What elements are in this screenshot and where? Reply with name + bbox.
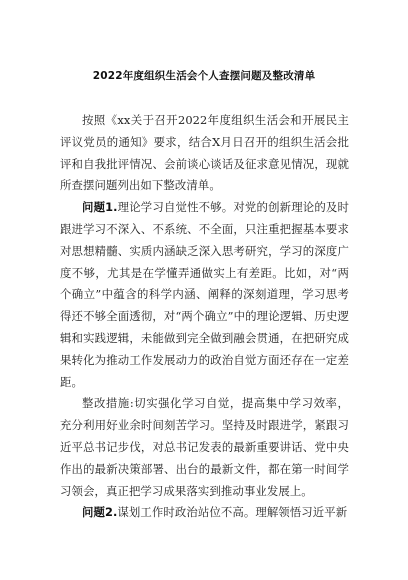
measure-1-paragraph: 整改措施:切实强化学习自觉，提高集中学习效率，充分利用好业余时间刻苦学习。坚持及时跟进学，紧跟习近平总书记步伐，对总书记发表的最新重要讲话、党中央作出的最新决策部署、出台的最新文件，都在第一时间学习领会，真正把学习成果落实到推动事业发展上。: [60, 396, 349, 498]
issue-1-paragraph: [60, 197, 349, 393]
document-title: 2022年度组织生活会个人查摆问题及整改清单: [92, 70, 316, 82]
issue-1-label: 问题1.: [82, 200, 118, 215]
issue-2-label: 问题2.: [82, 505, 118, 520]
issue-2-paragraph: [60, 502, 349, 524]
intro-paragraph: 按照《xx关于召开2022年度组织生活会和开展民主评议党员的通知》要求，结合X月日召开的组织生活会批评和自我批评情况、会前谈心谈话及征求意见情况，现就所查摆问题列出如下整改清单。: [60, 113, 349, 193]
issue-2-text: 谋划工作时政治站位不高。理解领悟习近平新: [117, 505, 348, 520]
document-body: [60, 110, 349, 524]
issue-1-text: 理论学习自觉性不够。对党的创新理论的及时跟进学习不深入、不系统、不全面，只注重把握基本要求对思想精髓、实质内涵缺乏深入思考研究，学习的深度广度不够，尤其是在学懂弄通做实上有差距。比如，对“两个确立”中蕴含的科学内涵、阐释的深刻道理，学习思考得还不够全面透彻，对“两个确立”中的理论逻辑、历史逻辑和实践逻辑，未能做到完全做到融会贯通，在把研究成果转化为推动工作发展动力的政治自觉方面还存在一定差距。: [60, 200, 349, 389]
